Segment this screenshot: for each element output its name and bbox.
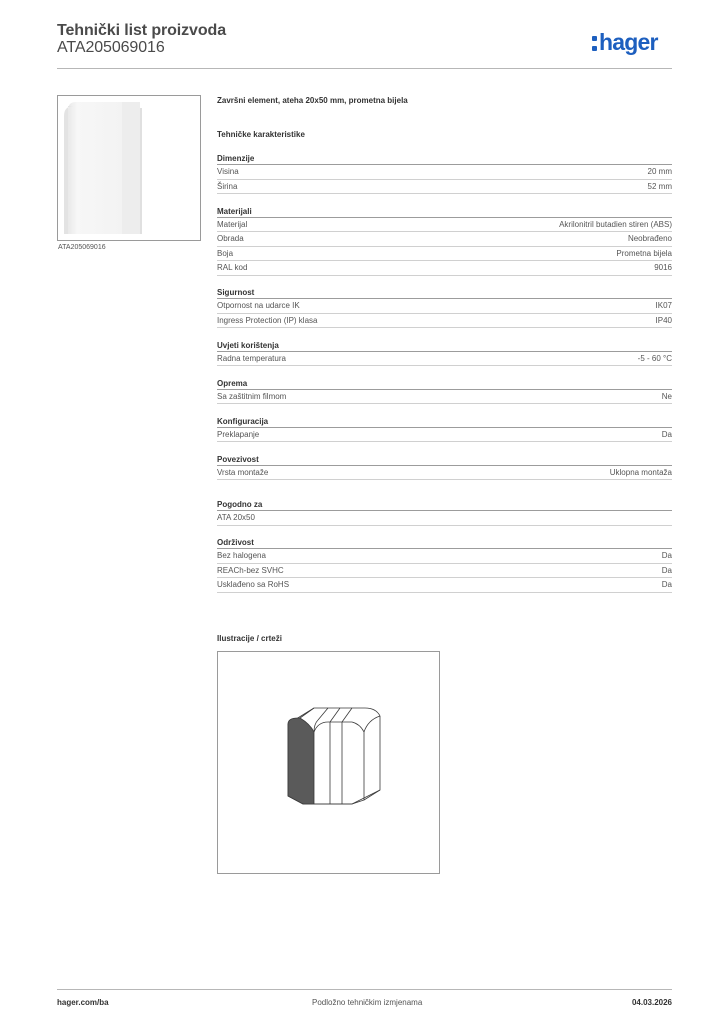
logo-text: hager <box>599 28 658 55</box>
spec-row <box>217 180 672 195</box>
product-photo-image <box>58 96 200 240</box>
document-title: Tehnički list proizvoda <box>57 22 226 39</box>
product-code: ATA205069016 <box>57 39 165 56</box>
spec-row <box>217 232 672 247</box>
spec-value: Da <box>661 565 672 575</box>
spec-row <box>217 165 672 180</box>
spec-label: Preklapanje <box>217 429 260 439</box>
spec-value: Akrilonitril butadien stiren (ABS) <box>559 219 672 229</box>
footer-website-link[interactable]: hager.com/ba <box>57 998 109 1007</box>
spec-group <box>217 498 672 526</box>
spec-value: Uklopna montaža <box>609 467 672 477</box>
spec-row <box>217 218 672 233</box>
logo-mark-icon <box>592 36 597 51</box>
spec-row <box>217 511 672 526</box>
technical-characteristics-title: Tehničke karakteristike <box>217 130 305 139</box>
spec-group-title: Održivost <box>217 536 672 549</box>
spec-label: Materijal <box>217 219 248 229</box>
spec-group <box>217 415 672 443</box>
spec-label: Sa zaštitnim filmom <box>217 391 287 401</box>
spec-group-title: Sigurnost <box>217 286 672 299</box>
spec-group-title: Konfiguracija <box>217 415 672 428</box>
spec-value: 9016 <box>654 263 672 272</box>
spec-group <box>217 377 672 405</box>
spec-label: RAL kod <box>217 263 248 272</box>
product-line-drawing <box>218 652 439 873</box>
spec-label: ATA 20x50 <box>217 513 255 522</box>
spec-label: Usklađeno sa RoHS <box>217 580 290 589</box>
spec-row <box>217 261 672 276</box>
spec-group <box>217 339 672 367</box>
spec-group-title: Dimenzije <box>217 152 672 165</box>
spec-label: Vrsta montaže <box>217 467 269 477</box>
spec-row <box>217 549 672 564</box>
spec-group-title: Oprema <box>217 377 672 390</box>
spec-label: Ingress Protection (IP) klasa <box>217 315 318 325</box>
spec-value: Neobrađeno <box>627 234 672 243</box>
illustrations-title: Ilustracije / crteži <box>217 634 282 643</box>
spec-row <box>217 390 672 405</box>
spec-label: Visina <box>217 167 239 176</box>
spec-group <box>217 536 672 593</box>
spec-row <box>217 352 672 367</box>
spec-value: 52 mm <box>647 181 672 191</box>
spec-value: Da <box>661 551 672 560</box>
spec-group-title: Povezivost <box>217 453 672 466</box>
spec-row <box>217 428 672 443</box>
spec-group <box>217 152 672 194</box>
spec-value: IK07 <box>655 301 672 310</box>
spec-row <box>217 247 672 262</box>
spec-row <box>217 578 672 593</box>
spec-row <box>217 314 672 329</box>
spec-value: 20 mm <box>647 167 672 176</box>
photo-caption: ATA205069016 <box>58 244 106 251</box>
spec-groups <box>217 152 672 593</box>
spec-label: Boja <box>217 248 234 258</box>
spec-group-title: Pogodno za <box>217 498 672 511</box>
spec-value: Prometna bijela <box>616 248 672 258</box>
spec-label: Širina <box>217 181 238 191</box>
spec-row <box>217 299 672 314</box>
product-photo <box>57 95 201 241</box>
spec-value: IP40 <box>655 315 672 325</box>
spec-label: Otpornost na udarce IK <box>217 301 300 310</box>
spec-value: Da <box>661 580 672 589</box>
spec-group-title: Uvjeti korištenja <box>217 339 672 352</box>
spec-group <box>217 286 672 328</box>
spec-label: Radna temperatura <box>217 353 286 363</box>
spec-group <box>217 453 672 481</box>
footer-notice: Podložno tehničkim izmjenama <box>312 998 423 1007</box>
footer-divider <box>57 989 672 990</box>
spec-label: Obrada <box>217 234 244 243</box>
footer-date: 04.03.2026 <box>631 998 672 1007</box>
spec-value: Da <box>661 429 672 439</box>
illustration-box <box>217 651 440 874</box>
spec-value: Ne <box>661 391 672 401</box>
spec-row <box>217 466 672 481</box>
spec-group-title: Materijali <box>217 205 672 218</box>
spec-label: REACh-bez SVHC <box>217 565 284 575</box>
spec-row <box>217 564 672 579</box>
product-description: Završni element, ateha 20x50 mm, prometna bijela <box>217 96 408 105</box>
spec-value: -5 - 60 °C <box>637 353 672 363</box>
specifications <box>217 96 672 603</box>
spec-group <box>217 205 672 276</box>
spec-label: Bez halogena <box>217 551 266 560</box>
hager-logo[interactable] <box>592 27 658 57</box>
header-divider <box>57 68 672 69</box>
